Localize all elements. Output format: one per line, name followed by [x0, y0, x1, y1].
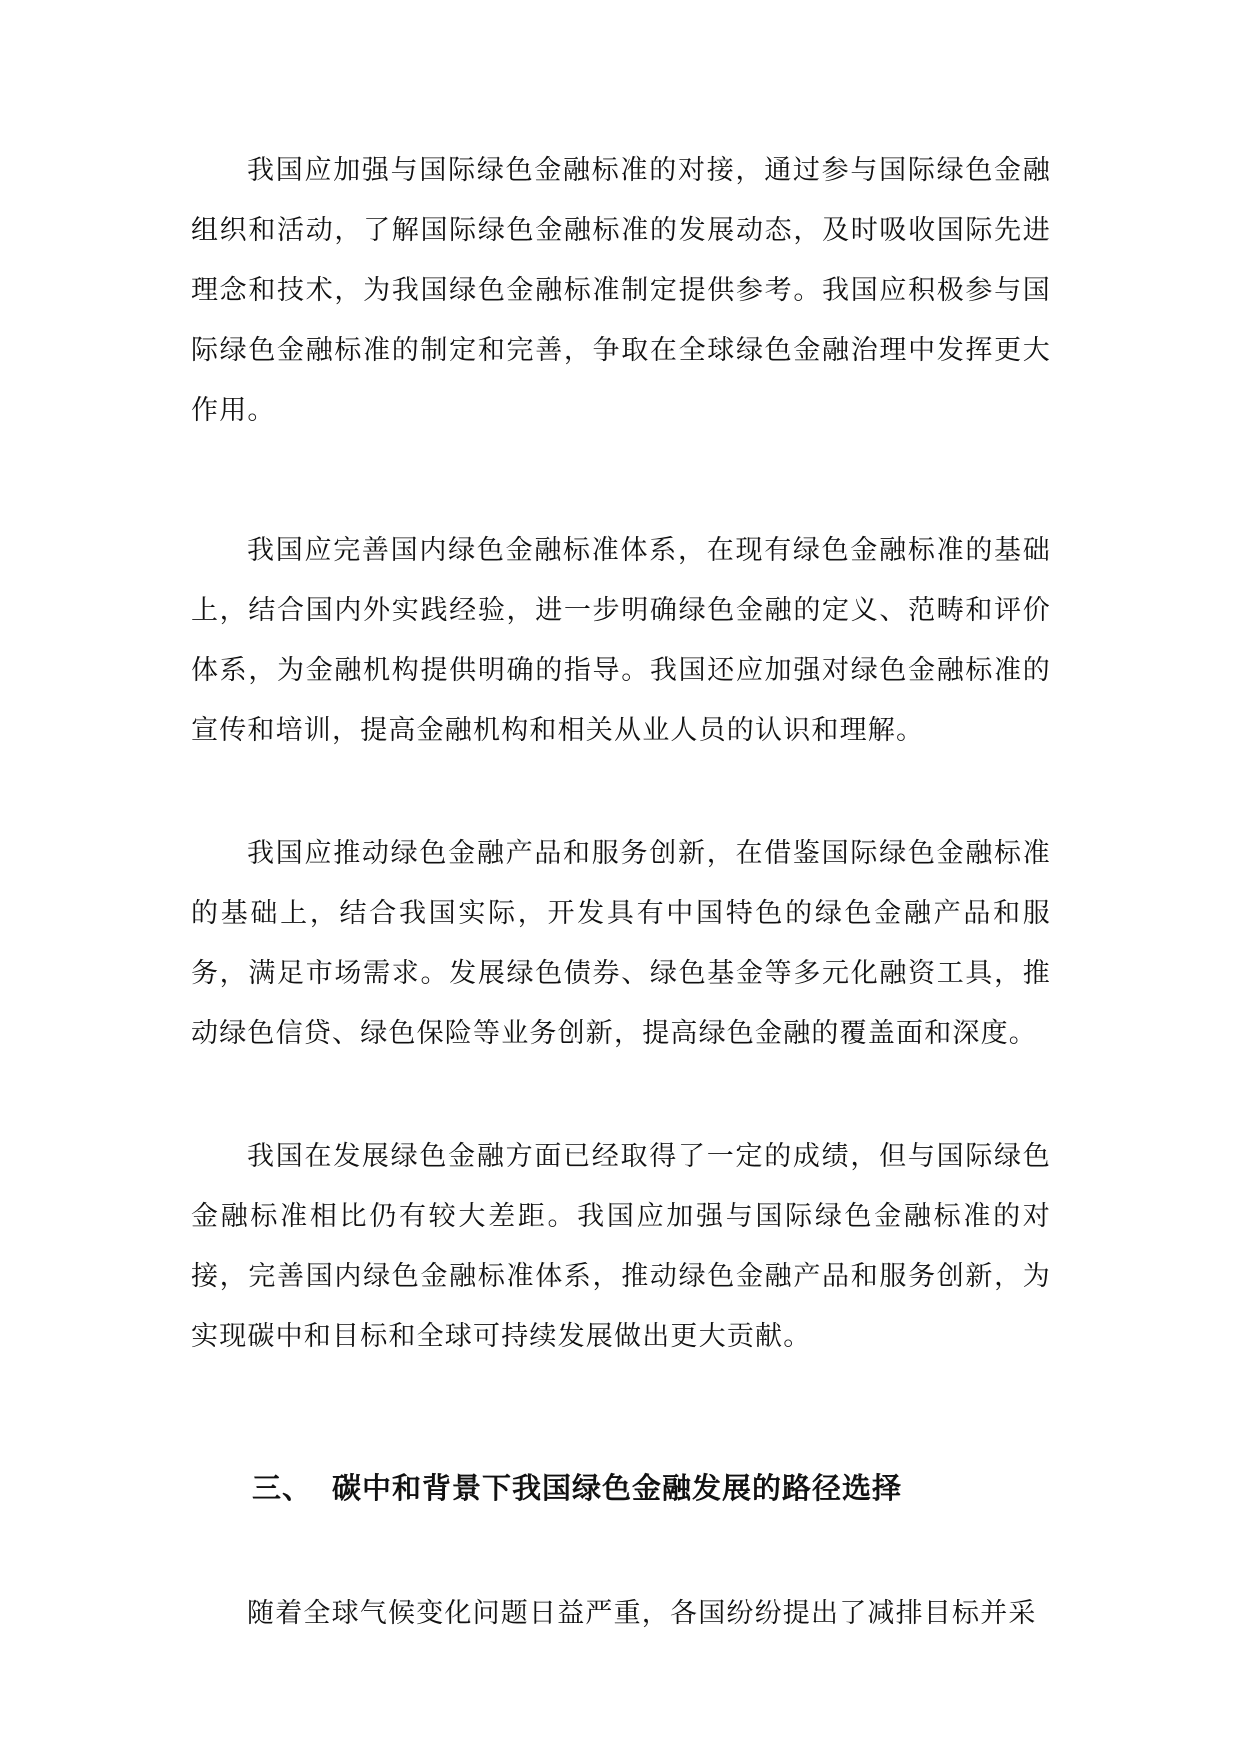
paragraph-1: 我国应加强与国际绿色金融标准的对接，通过参与国际绿色金融组织和活动，了解国际绿色金融标准的发展动态，及时吸收国际先进理念和技术，为我国绿色金融标准制定提供参考。我国应积极参与国际绿色金融标准的制定和完善，争取在全球绿色金融治理中发挥更大作用。 — [191, 155, 1051, 426]
paragraph-4: 我国在发展绿色金融方面已经取得了一定的成绩，但与国际绿色金融标准相比仍有较大差距。我国应加强与国际绿色金融标准的对接，完善国内绿色金融标准体系，推动绿色金融产品和服务创新，为实现碳中和目标和全球可持续发展做出更大贡献。 — [191, 1141, 1051, 1352]
paragraph-2: 我国应完善国内绿色金融标准体系，在现有绿色金融标准的基础上，结合国内外实践经验，进一步明确绿色金融的定义、范畴和评价体系，为金融机构提供明确的指导。我国还应加强对绿色金融标准的宣传和培训，提高金融机构和相关从业人员的认识和理解。 — [191, 535, 1051, 746]
paragraph-5: 随着全球气候变化问题日益严重，各国纷纷提出了减排目标并采 — [247, 1598, 1037, 1629]
section-number: 三、 — [252, 1471, 313, 1505]
section-heading — [252, 1468, 1052, 1508]
section-title: 碳中和背景下我国绿色金融发展的路径选择 — [332, 1471, 903, 1505]
paragraph-3: 我国应推动绿色金融产品和服务创新，在借鉴国际绿色金融标准的基础上，结合我国实际，开发具有中国特色的绿色金融产品和服务，满足市场需求。发展绿色债券、绿色基金等多元化融资工具，推动绿色信贷、绿色保险等业务创新，提高绿色金融的覆盖面和深度。 — [191, 838, 1051, 1049]
